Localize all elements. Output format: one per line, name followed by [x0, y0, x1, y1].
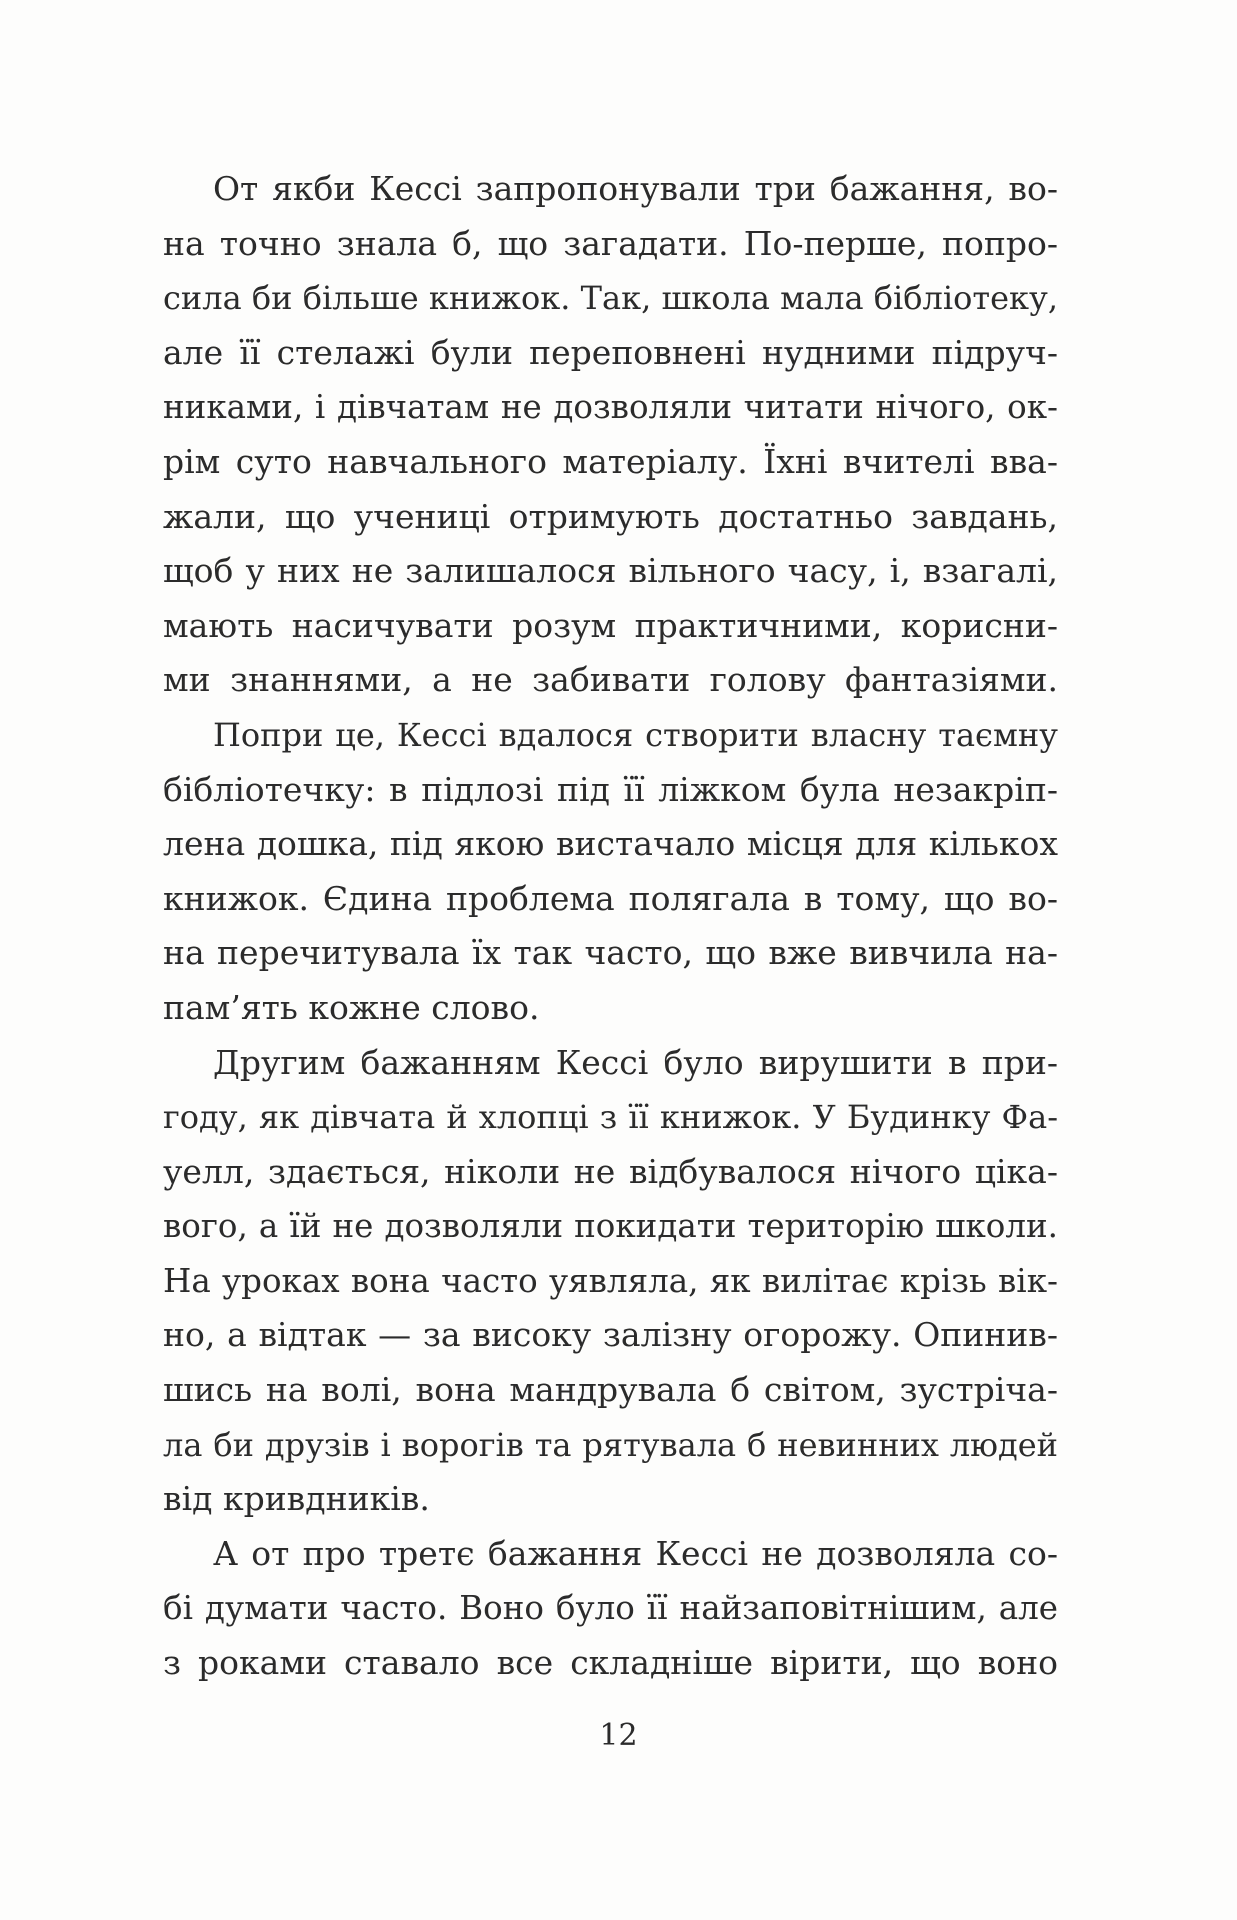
text-line: Попри це, Кессі вдалося створити власну таємну	[213, 715, 1058, 754]
text-line: А от про третє бажання Кессі не дозволяла со-	[213, 1533, 1058, 1573]
text-line: Другим бажанням Кессі було вирушити в при-	[213, 1042, 1058, 1082]
text-line: бібліотечку: в підлозі під її ліжком була незакріп-	[163, 769, 1058, 809]
text-line: лена дошка, під якою вистачало місця для кількох	[163, 824, 1058, 864]
text-line: сила би більше книжок. Так, школа мала бібліотеку,	[163, 279, 1058, 318]
text-line: від кривдників.	[163, 1479, 430, 1519]
text-line: але її стелажі були переповнені нудними підруч-	[163, 332, 1058, 372]
text-line: з роками ставало все складніше вірити, що воно	[163, 1643, 1058, 1683]
text-line: пам’ять кожне слово.	[163, 987, 540, 1027]
text-line: никами, і дівчатам не дозволяли читати нічого, ок-	[163, 388, 1058, 427]
text-line: книжок. Єдина проблема полягала в тому, що во-	[163, 878, 1058, 918]
text-line: на точно знала б, що загадати. По-перше, попро-	[163, 223, 1058, 263]
text-line: От якби Кессі запропонували три бажання, во-	[213, 169, 1058, 208]
text-line: ми знаннями, а не забивати голову фантазіями.	[163, 660, 1058, 700]
text-line: щоб у них не залишалося вільного часу, і, взагалі,	[163, 551, 1058, 591]
body-text	[163, 162, 1058, 1691]
page-number: 12	[599, 1718, 638, 1753]
text-line: на перечитувала їх так часто, що вже вивчила на-	[163, 933, 1058, 973]
text-line: мають насичувати розум практичними, корисни-	[163, 605, 1058, 645]
text-line: ла би друзів і ворогів та рятувала б невинних людей	[163, 1425, 1058, 1464]
text-line: рім суто навчального матеріалу. Їхні вчителі вва-	[163, 441, 1058, 481]
text-line: году, як дівчата й хлопці з її книжок. У Будинку Фа-	[163, 1098, 1058, 1137]
text-line: уелл, здається, ніколи не відбувалося нічого ціка-	[163, 1151, 1058, 1191]
text-line: шись на волі, вона мандрувала б світом, зустріча-	[163, 1370, 1058, 1410]
text-line: но, а відтак — за високу залізну огорожу. Опинив-	[163, 1315, 1058, 1355]
text-line: вого, а їй не дозволяли покидати територію школи.	[163, 1207, 1058, 1246]
text-line: На уроках вона часто уявляла, як вилітає крізь вік-	[163, 1261, 1058, 1300]
text-line: жали, що учениці отримують достатньо завдань,	[163, 496, 1058, 536]
text-line: бі думати часто. Воно було її найзаповітнішим, але	[163, 1589, 1058, 1628]
